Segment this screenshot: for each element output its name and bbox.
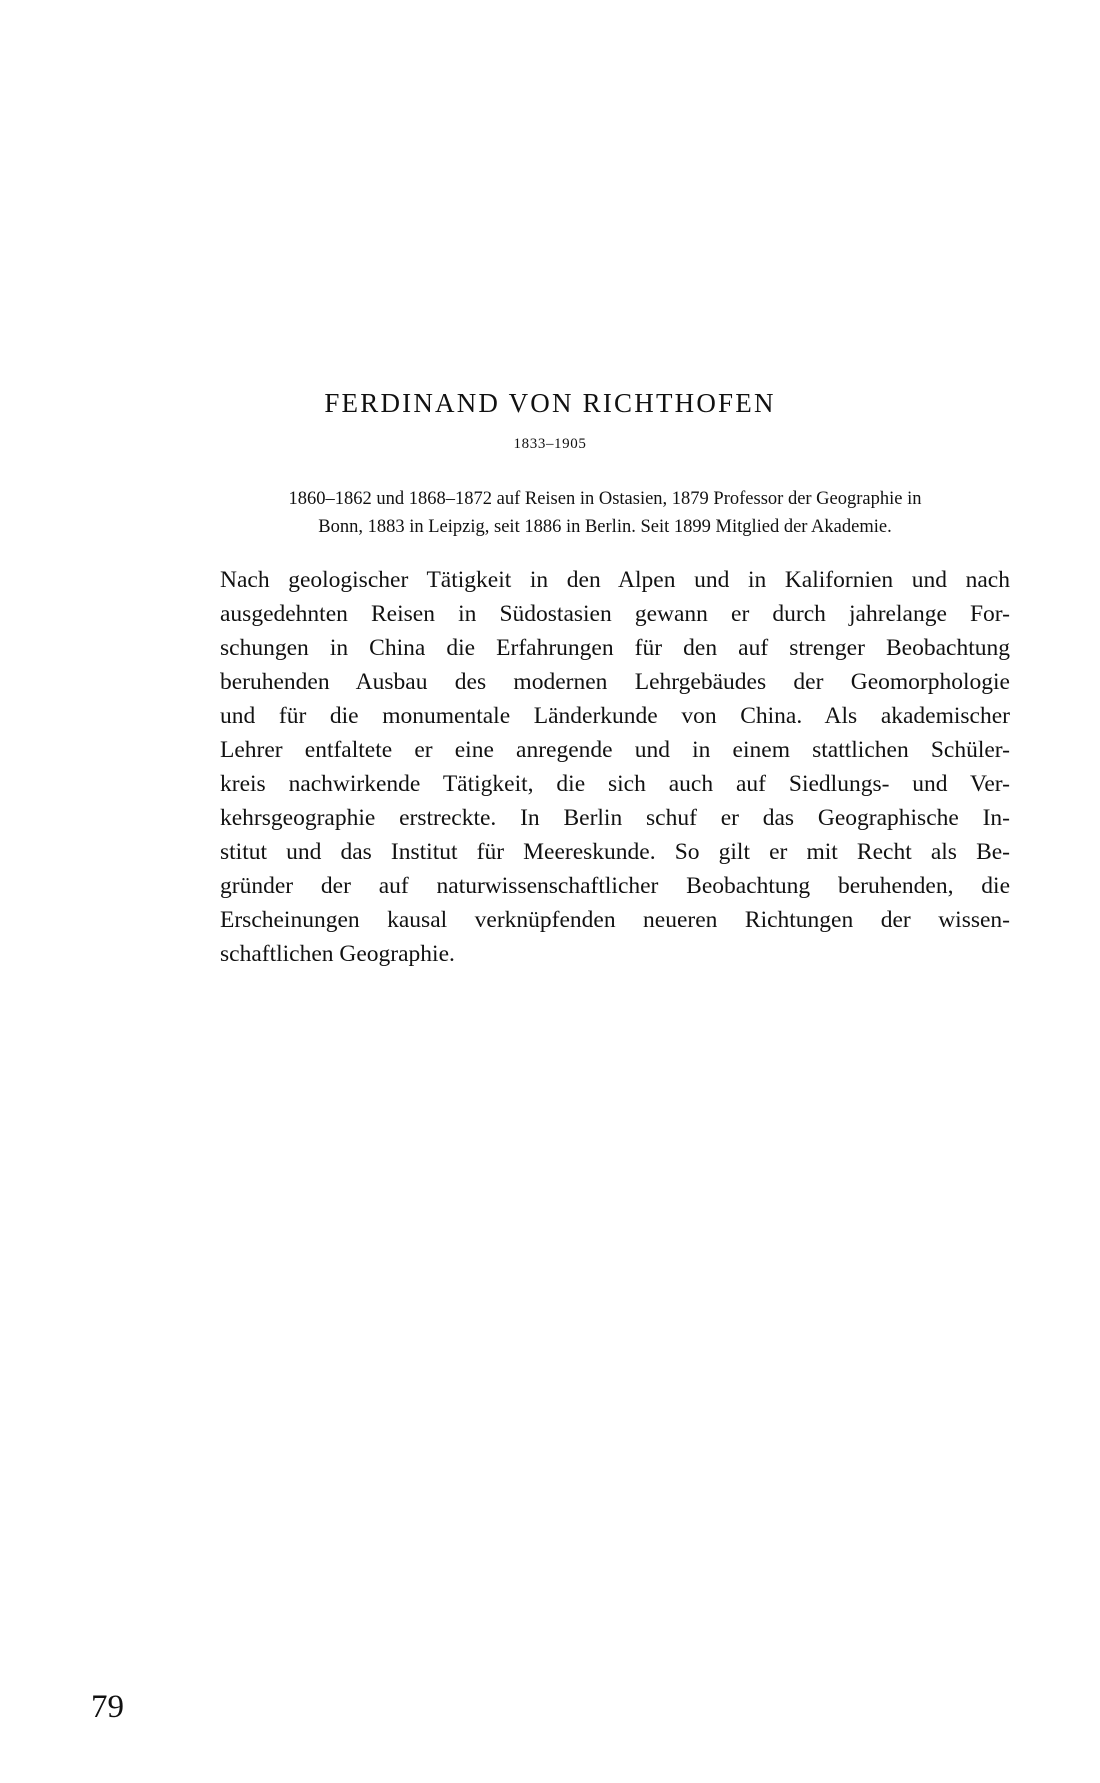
- paragraph-line: beruhenden Ausbau des modernen Lehrgebäudes der Geomorphologie: [220, 669, 1010, 695]
- body-paragraph: [220, 563, 1010, 971]
- summary-line: 1860–1862 und 1868–1872 auf Reisen in Ostasien, 1879 Professor der Geographie in: [288, 489, 922, 509]
- paragraph-line: stitut und das Institut für Meereskunde. So gilt er mit Recht als Be-: [220, 839, 1010, 865]
- page-number: 79: [91, 1689, 124, 1725]
- page-title: FERDINAND VON RICHTHOFEN: [324, 388, 776, 418]
- biographical-summary: [205, 485, 1005, 541]
- paragraph-line: Nach geologischer Tätigkeit in den Alpen und in Kalifornien und nach: [220, 567, 1010, 593]
- paragraph-line: Lehrer entfaltete er eine anregende und in einem stattlichen Schüler-: [220, 737, 1010, 763]
- paragraph-line: gründer der auf naturwissenschaftlicher Beobachtung beruhenden, die: [220, 873, 1010, 899]
- paragraph-line: kehrsgeographie erstreckte. In Berlin schuf er das Geographische In-: [220, 805, 1010, 831]
- life-dates: 1833–1905: [513, 436, 587, 452]
- paragraph-line: und für die monumentale Länderkunde von China. Als akademischer: [220, 703, 1010, 729]
- paragraph-line: schungen in China die Erfahrungen für den auf strenger Beobachtung: [220, 635, 1010, 661]
- paragraph-line: ausgedehnten Reisen in Südostasien gewann er durch jahrelange For-: [220, 601, 1010, 627]
- paragraph-line: Erscheinungen kausal verknüpfenden neueren Richtungen der wissen-: [220, 907, 1010, 933]
- summary-line: Bonn, 1883 in Leipzig, seit 1886 in Berlin. Seit 1899 Mitglied der Akademie.: [318, 517, 892, 537]
- paragraph-line: kreis nachwirkende Tätigkeit, die sich auch auf Siedlungs- und Ver-: [220, 771, 1010, 797]
- paragraph-line: schaftlichen Geographie.: [220, 941, 455, 967]
